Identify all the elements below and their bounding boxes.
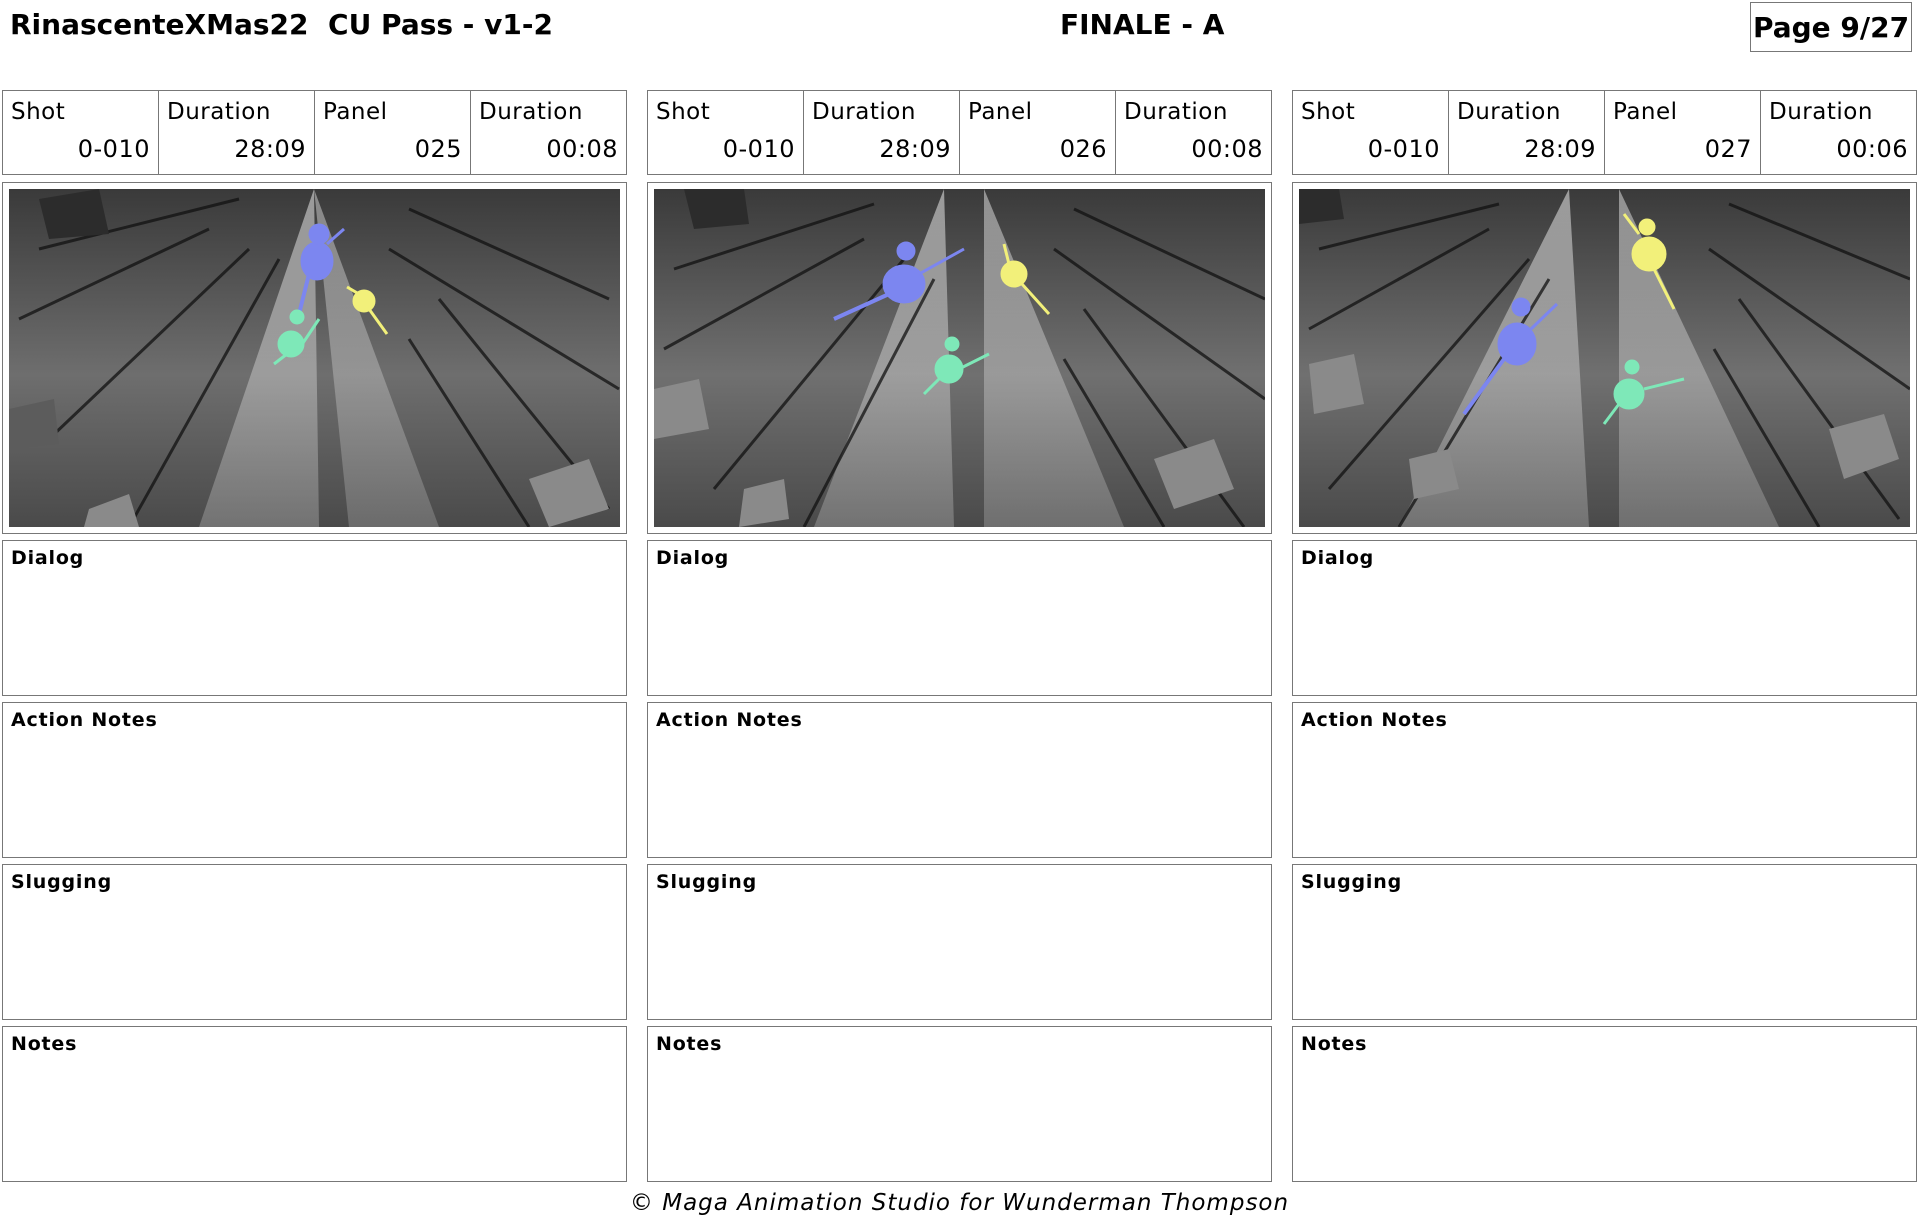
panel-duration-cell xyxy=(471,91,626,174)
duration-label: Duration xyxy=(812,99,916,125)
panel-duration-cell xyxy=(1116,91,1271,174)
notes-box[interactable] xyxy=(647,1026,1272,1182)
notes-label: Notes xyxy=(1301,1033,1368,1055)
action-notes-box[interactable] xyxy=(647,702,1272,858)
duration-label: Duration xyxy=(167,99,271,125)
panel-cell xyxy=(1605,91,1761,174)
duration-cell xyxy=(1449,91,1605,174)
panel-duration-label: Duration xyxy=(1769,99,1873,125)
page-number: Page 9/27 xyxy=(1750,2,1912,52)
panel-duration-label: Duration xyxy=(1124,99,1228,125)
panel-duration-label: Duration xyxy=(479,99,583,125)
notes-box[interactable] xyxy=(2,1026,627,1182)
shot-value: 0-010 xyxy=(1367,135,1440,163)
panel-info-header xyxy=(1292,90,1917,175)
panel-value: 025 xyxy=(414,135,462,163)
panel-label: Panel xyxy=(323,99,388,125)
shot-cell xyxy=(648,91,804,174)
duration-value: 28:09 xyxy=(879,135,951,163)
notes-box[interactable] xyxy=(1292,1026,1917,1182)
dialog-label: Dialog xyxy=(656,547,730,569)
scene-title: FINALE - A xyxy=(1060,8,1225,41)
panel-duration-value: 00:08 xyxy=(1191,135,1263,163)
shot-value: 0-010 xyxy=(77,135,150,163)
panel-value: 026 xyxy=(1059,135,1107,163)
panel-info-header xyxy=(647,90,1272,175)
duration-label: Duration xyxy=(1457,99,1561,125)
shot-cell xyxy=(3,91,159,174)
panel-image-025 xyxy=(9,189,620,527)
panel-label: Panel xyxy=(968,99,1033,125)
panel-label: Panel xyxy=(1613,99,1678,125)
shot-cell xyxy=(1293,91,1449,174)
slugging-label: Slugging xyxy=(1301,871,1402,893)
panel-info-header xyxy=(2,90,627,175)
dialog-box[interactable] xyxy=(647,540,1272,696)
panel-cell xyxy=(960,91,1116,174)
panel-duration-value: 00:06 xyxy=(1836,135,1908,163)
panel-image-027 xyxy=(1299,189,1910,527)
notes-label: Notes xyxy=(11,1033,78,1055)
action-notes-label: Action Notes xyxy=(656,709,803,731)
duration-cell xyxy=(159,91,315,174)
panel-value: 027 xyxy=(1704,135,1752,163)
dialog-box[interactable] xyxy=(1292,540,1917,696)
duration-value: 28:09 xyxy=(1524,135,1596,163)
dialog-label: Dialog xyxy=(11,547,85,569)
panel-image-frame xyxy=(647,182,1272,534)
dialog-box[interactable] xyxy=(2,540,627,696)
panel-cell xyxy=(315,91,471,174)
slugging-box[interactable] xyxy=(2,864,627,1020)
panel-duration-cell xyxy=(1761,91,1916,174)
notes-label: Notes xyxy=(656,1033,723,1055)
action-notes-label: Action Notes xyxy=(11,709,158,731)
shot-label: Shot xyxy=(1301,99,1356,125)
duration-cell xyxy=(804,91,960,174)
project-title: RinascenteXMas22 CU Pass - v1-2 xyxy=(10,8,554,41)
slugging-label: Slugging xyxy=(11,871,112,893)
dialog-label: Dialog xyxy=(1301,547,1375,569)
shot-label: Shot xyxy=(656,99,711,125)
panel-image-frame xyxy=(2,182,627,534)
copyright-footer: © Maga Animation Studio for Wunderman Thompson xyxy=(629,1190,1290,1216)
panel-image-026 xyxy=(654,189,1265,527)
duration-value: 28:09 xyxy=(234,135,306,163)
slugging-box[interactable] xyxy=(647,864,1272,1020)
action-notes-label: Action Notes xyxy=(1301,709,1448,731)
action-notes-box[interactable] xyxy=(2,702,627,858)
panel-duration-value: 00:08 xyxy=(546,135,618,163)
slugging-label: Slugging xyxy=(656,871,757,893)
shot-value: 0-010 xyxy=(722,135,795,163)
shot-label: Shot xyxy=(11,99,66,125)
action-notes-box[interactable] xyxy=(1292,702,1917,858)
slugging-box[interactable] xyxy=(1292,864,1917,1020)
panel-image-frame xyxy=(1292,182,1917,534)
